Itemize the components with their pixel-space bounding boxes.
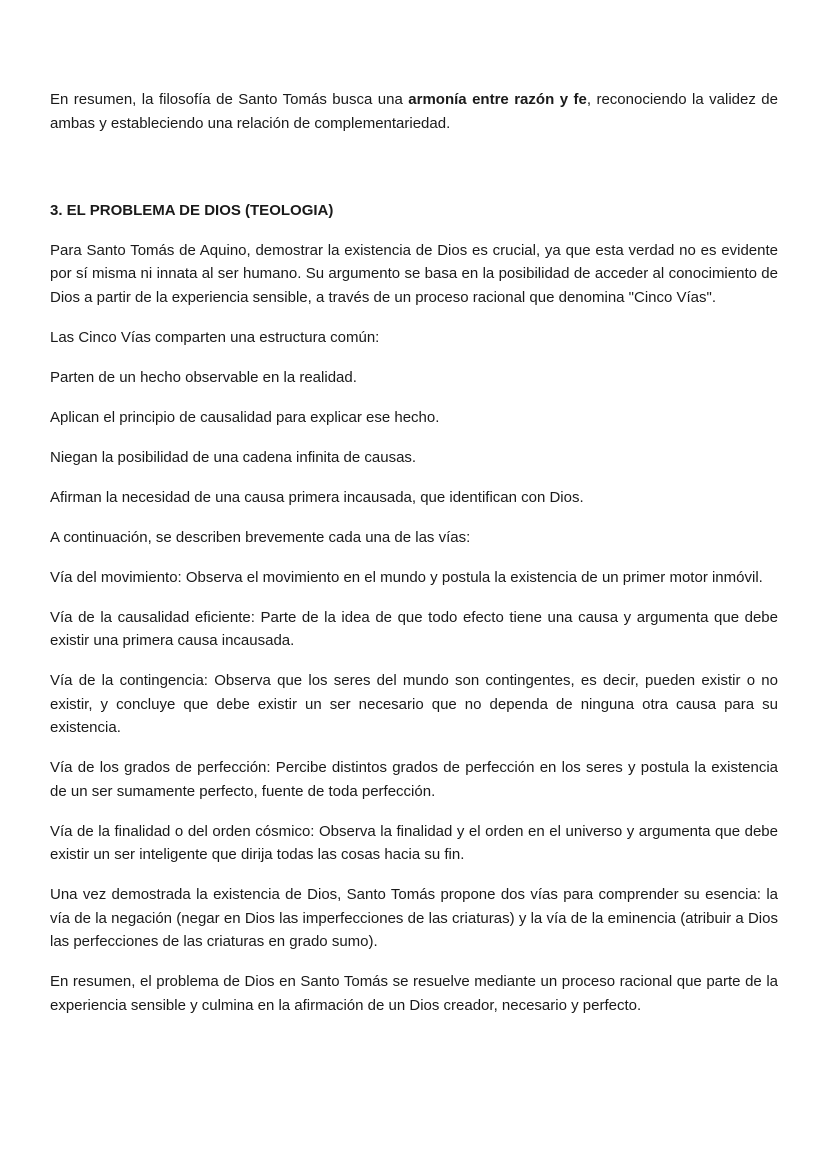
paragraph-conclusion: En resumen, el problema de Dios en Santo Tomás se resuelve mediante un proceso racional que parte de la experiencia sensible y culmina en la afirmación de un Dios creador, necesario y perfecto. xyxy=(50,973,778,1014)
paragraph-way-perfection: Vía de los grados de perfección: Percibe distintos grados de perfección en los seres y postula la existencia de un ser sumamente perfecto, fuente de toda perfección. xyxy=(50,759,778,800)
paragraph-way-finality: Vía de la finalidad o del orden cósmico: Observa la finalidad y el orden en el universo y argumenta que debe existir un ser inteligente que dirija todas las cosas hacia su fin. xyxy=(50,822,778,863)
paragraph-structure-step-1: Parten de un hecho observable en la realidad. xyxy=(50,368,357,386)
intro-text-after: , reconociendo la validez de ambas y estableciendo una relación de complementariedad. xyxy=(50,91,778,132)
paragraph-way-movement: Vía del movimiento: Observa el movimiento en el mundo y postula la existencia de un primer motor inmóvil. xyxy=(50,568,763,586)
document-page xyxy=(50,88,778,1034)
paragraph-structure-step-4: Afirman la necesidad de una causa primera incausada, que identifican con Dios. xyxy=(50,488,584,506)
section-title: 3. EL PROBLEMA DE DIOS (TEOLOGIA) xyxy=(50,202,334,219)
paragraph-essence-ways: Una vez demostrada la existencia de Dios, Santo Tomás propone dos vías para comprender su esencia: la vía de la negación (negar en Dios las imperfecciones de las criaturas) y la vía de la eminencia (atribuir a Dios las perfecciones de las criaturas en grado sumo). xyxy=(50,886,778,950)
intro-paragraph xyxy=(50,88,778,135)
paragraph-ways-intro: A continuación, se describen brevemente cada una de las vías: xyxy=(50,528,471,546)
paragraph-way-contingency: Vía de la contingencia: Observa que los seres del mundo son contingentes, es decir, pueden existir o no existir, y concluye que debe existir un ser necesario que no dependa de ninguna otra causa para su existencia. xyxy=(50,672,778,736)
paragraph-way-efficient-cause: Vía de la causalidad eficiente: Parte de la idea de que todo efecto tiene una causa y argumenta que debe existir una primera causa incausada. xyxy=(50,608,778,649)
paragraph-structure-step-3: Niegan la posibilidad de una cadena infinita de causas. xyxy=(50,448,417,466)
paragraph-common-structure: Las Cinco Vías comparten una estructura común: xyxy=(50,328,380,346)
paragraph-intro-five-ways: Para Santo Tomás de Aquino, demostrar la existencia de Dios es crucial, ya que esta verdad no es evidente por sí misma ni innata al ser humano. Su argumento se basa en la posibilidad de acceder al conocimiento de Dios a partir de la experiencia sensible, a través de un proceso racional que denomina "Cinco Vías". xyxy=(50,241,778,306)
paragraph-structure-step-2: Aplican el principio de causalidad para explicar ese hecho. xyxy=(50,408,440,426)
intro-bold-phrase: armonía entre razón y fe xyxy=(408,91,587,108)
intro-text-before: En resumen, la filosofía de Santo Tomás busca una xyxy=(50,91,409,108)
